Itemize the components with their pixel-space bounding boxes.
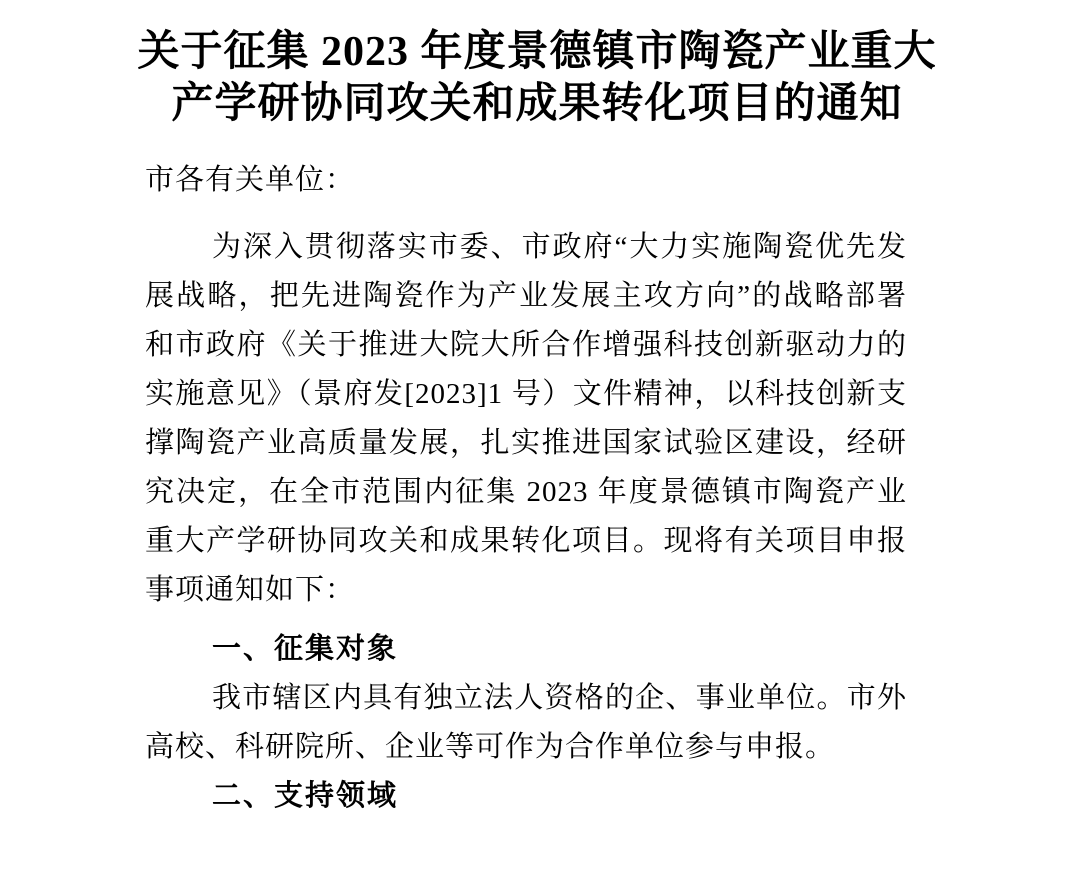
section-2-heading: 二、支持领域 [212,780,399,812]
section-support-areas [145,772,907,821]
salutation: 市各有关单位： [145,164,356,196]
document-title-line-2: 产学研协同攻关和成果转化项目的通知 [171,81,903,127]
document-body [0,156,1074,821]
document-title [0,26,1074,130]
document-title-line-1: 关于征集 2023 年度景德镇市陶瓷产业重大 [137,29,937,75]
section-1-body: 我市辖区内具有独立法人资格的企、事业单位。市外高校、科研院所、企业等可作为合作单位参与申报。 [145,682,907,763]
section-1-heading: 一、征集对象 [212,633,399,665]
section-collection-targets [145,625,907,772]
intro-paragraph: 为深入贯彻落实市委、市政府“大力实施陶瓷优先发展战略，把先进陶瓷作为产业发展主攻方向”的战略部署和市政府《关于推进大院大所合作增强科技创新驱动力的实施意见》（景府发[2023]1 号）文件精神，以科技创新支撑陶瓷产业高质量发展，扎实推进国家试验区建设，经研究决定，在全市范围内征集 2023 年度景德镇市陶瓷产业重大产学研协同攻关和成果转化项目。现将有关项目申报事项通知如下： [145,231,907,606]
